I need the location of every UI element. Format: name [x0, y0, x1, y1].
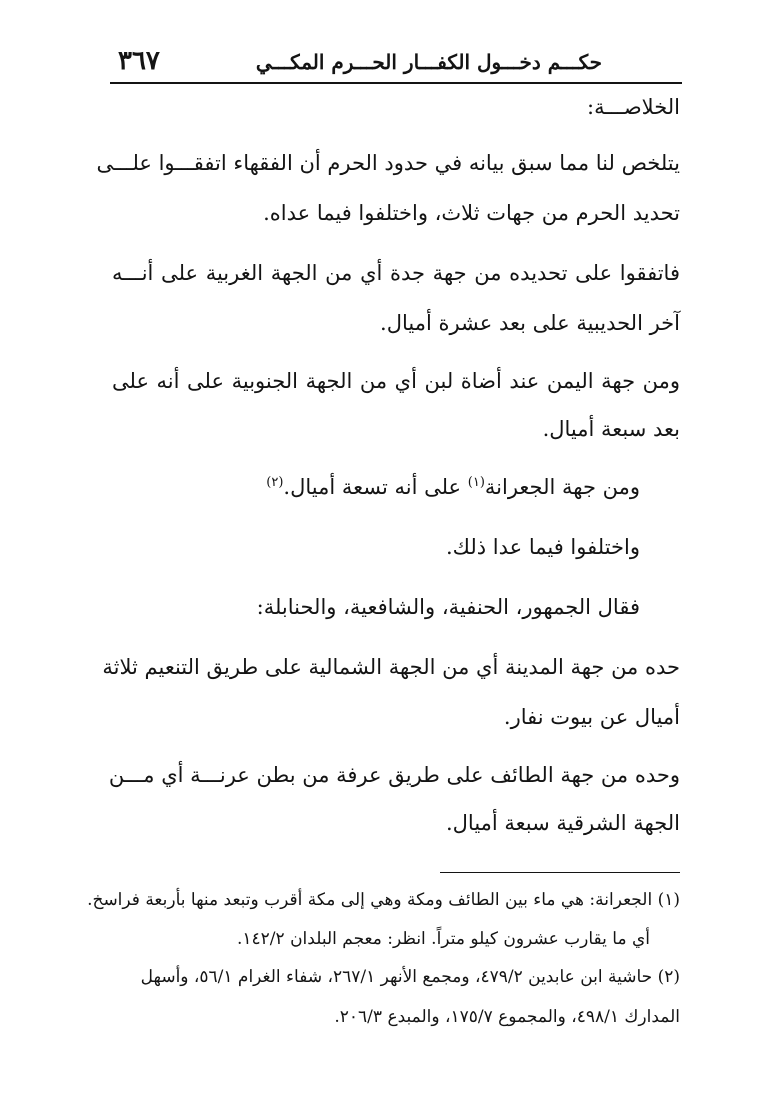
paragraph-line: تحديد الحرم من جهات ثلاث، واختلفوا فيما عداه.	[263, 201, 680, 225]
paragraph-line-with-refs	[266, 472, 640, 502]
paragraph-text: على أنه تسعة أميال.	[283, 475, 468, 499]
paragraph-line: فاتفقوا على تحديده من جهة جدة أي من الجهة الغربية على أنـــه	[112, 261, 680, 285]
footnote-ref: (٢)	[266, 475, 284, 490]
paragraph-line: فقال الجمهور، الحنفية، والشافعية، والحنابلة:	[256, 595, 640, 619]
paragraph-line: ومن جهة اليمن عند أضاة لبن أي من الجهة الجنوبية على أنه على	[112, 369, 680, 393]
section-heading: الخلاصـــة:	[587, 95, 680, 119]
footnote-line: المدارك ٤٩٨/١، والمجموع ١٧٥/٧، والمبدع ٢٠٦/٣.	[334, 1007, 680, 1027]
paragraph-line: حده من جهة المدينة أي من الجهة الشمالية على طريق التنعيم ثلاثة	[102, 655, 680, 679]
page-number: ٣٦٧	[118, 46, 160, 76]
paragraph-line: أميال عن بيوت نفار.	[503, 705, 680, 729]
footnote-line: أي ما يقارب عشرون كيلو متراً. انظر: معجم البلدان ١٤٢/٢.	[237, 929, 650, 949]
running-header	[110, 46, 682, 78]
footnote-line: (٢) حاشية ابن عابدين ٤٧٩/٢، ومجمع الأنهر ٢٦٧/١، شفاء الغرام ٥٦/١، وأسهل	[140, 967, 680, 987]
paragraph-line: واختلفوا فيما عدا ذلك.	[445, 535, 640, 559]
paragraph-text: ومن جهة الجعرانة	[484, 475, 640, 499]
paragraph-line: بعد سبعة أميال.	[542, 417, 680, 441]
footnote-ref: (١)	[467, 475, 485, 490]
footnote-separator	[440, 872, 680, 873]
running-title: حكـــم دخـــول الكفـــار الحـــرم المكـــي	[255, 50, 602, 74]
footnote-line: (١) الجعرانة: هي ماء بين الطائف ومكة وهي إلى مكة أقرب وتبعد منها بأربعة فراسخ.	[87, 890, 680, 910]
paragraph-line: آخر الحديبية على بعد عشرة أميال.	[380, 311, 680, 335]
paragraph-line: وحده من جهة الطائف على طريق عرفة من بطن عرنـــة أي مـــن	[108, 763, 680, 787]
header-rule	[110, 82, 682, 84]
paragraph-line: يتلخص لنا مما سبق بيانه في حدود الحرم أن الفقهاء اتفقـــوا علـــى	[96, 151, 680, 175]
paragraph-line: الجهة الشرقية سبعة أميال.	[445, 811, 680, 835]
